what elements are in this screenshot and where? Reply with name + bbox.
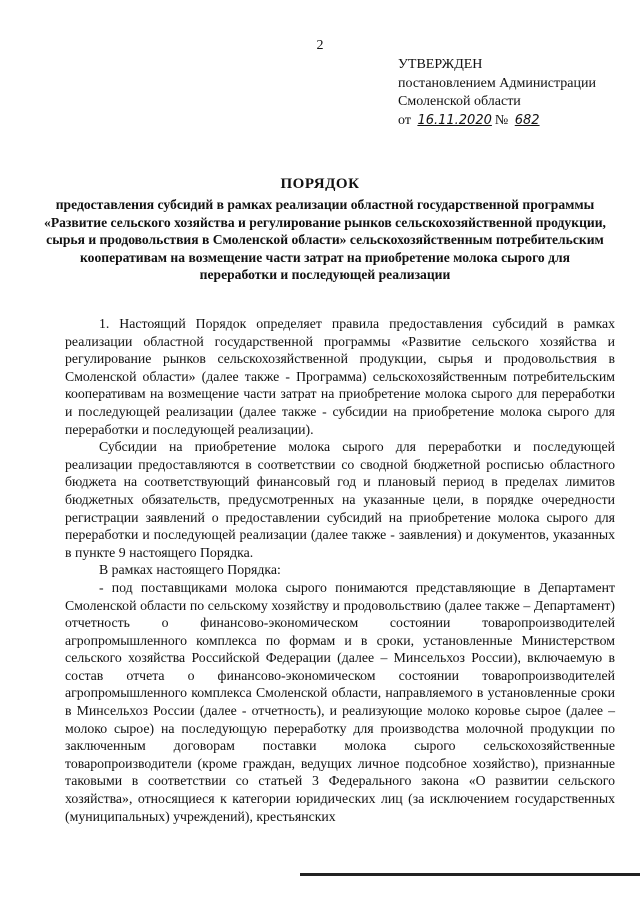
approval-from-label: от (398, 112, 411, 128)
approval-number-label: № (494, 112, 509, 128)
approval-heading: УТВЕРЖДЕН (398, 57, 483, 72)
paragraph-3: В рамках настоящего Порядка: (99, 562, 281, 578)
approval-number: 682 (514, 112, 540, 128)
approval-line-1: постановлением Администрации (398, 75, 596, 91)
approval-line-2: Смоленской области (398, 94, 521, 109)
approval-date-line (398, 112, 596, 131)
scan-edge-line (300, 873, 640, 876)
document-body (65, 315, 615, 825)
document-subtitle: предоставления субсидий в рамках реализации областной государственной программы «Развитие сельского хозяйства и регулирование рынков сельскохозяйственной продукции, сырья и продовольствия в Смоленской области» сельскохозяйственным потребительским кооперативам на возмещение части затрат на приобретение молока сырого для переработки и последующей реализации (44, 197, 606, 283)
paragraph-2: Субсидии на приобретение молока сырого для переработки и последующей реализации предоставляются в соответствии со сводной бюджетной росписью областного бюджета на соответствующий финансовый год и плановый период в пределах лимитов бюджетных обязательств, предусмотренных на указанные цели, в порядке очередности регистрации заявлений о предоставлении субсидий на приобретение молока сырого для переработки и последующей реализации (далее также - заявления) и документов, указанных в пункте 9 настоящего Порядка. (65, 439, 615, 560)
paragraph-4: - под поставщиками молока сырого понимаются представляющие в Департамент Смоленской области по сельскому хозяйству и продовольствию (далее также – Департамент) отчетность о финансово-экономическом состоянии товаропроизводителей агропромышленного комплекса по формам и в сроки, установленные Министерством сельского хозяйства Российской Федерации (далее – Минсельхоз России), включаемую в состав отчета о финансово-экономическом состоянии товаропроизводителей агропромышленного комплекса Смоленской области, направляемого в установленные сроки в Минсельхоз России (далее - отчетность), и реализующие молоко коровье сырое (далее – молоко сырое) на последующую переработку для производства молочной продукции по заключенным договорам поставки молока сырого сельскохозяйственные товаропроизводители (кроме граждан, ведущих личное подсобное хозяйство), признанные таковыми в соответствии со статьей 3 Федерального закона «О развитии сельского хозяйства», относящиеся к категории юридических лиц (за исключением государственных (муниципальных) учреждений), крестьянских (65, 579, 615, 824)
document-title: ПОРЯДОК (280, 176, 360, 192)
approval-block (398, 56, 596, 130)
approval-date: 16.11.2020 (417, 112, 492, 128)
page-number: 2 (316, 38, 324, 53)
paragraph-1: 1. Настоящий Порядок определяет правила предоставления субсидий в рамках реализации областной государственной программы «Развитие сельского хозяйства и регулирование рынков сельскохозяйственной продукции, сырья и продовольствия в Смоленской области» (далее также - Программа) сельскохозяйственным потребительским кооперативам на возмещение части затрат на приобретение молока сырого для переработки и последующей реализации (далее также - субсидии на приобретение молока сырого для переработки и последующей реализации). (65, 316, 615, 437)
